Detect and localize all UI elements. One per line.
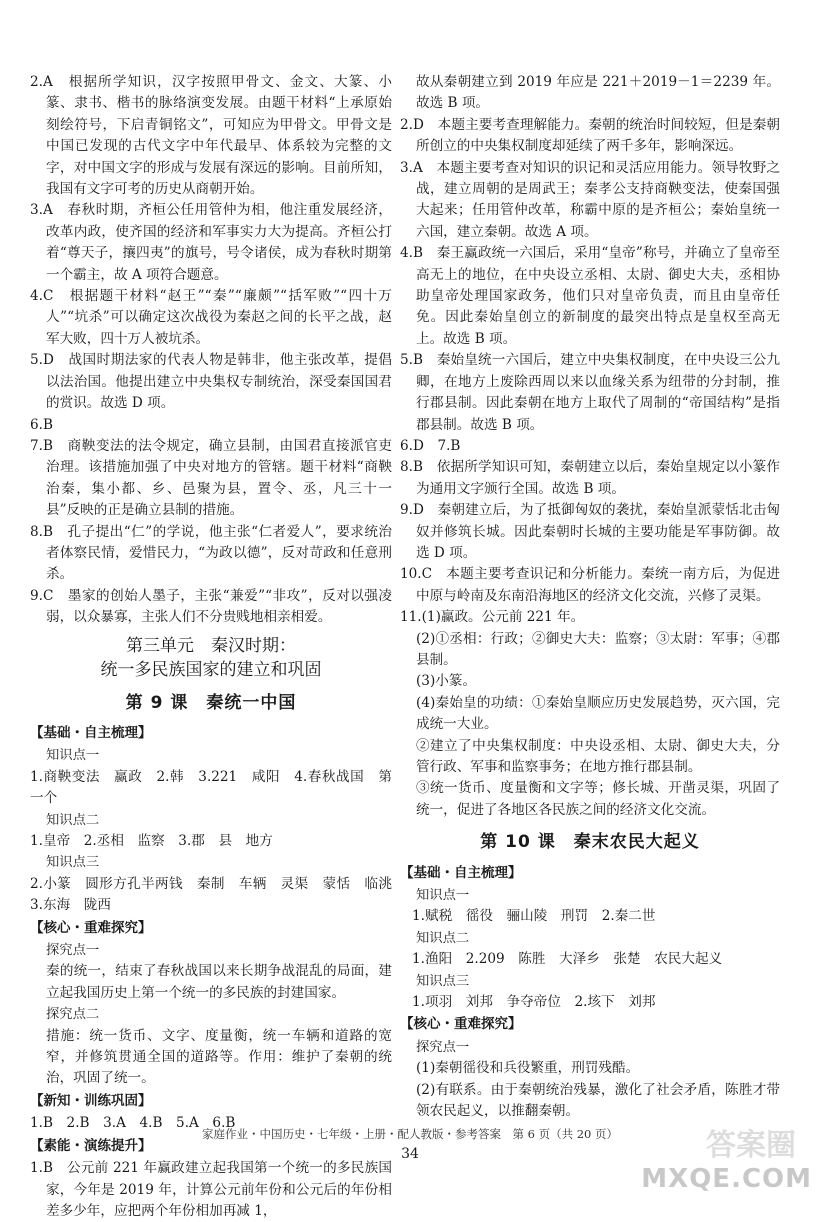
explore-point-1-b-text-a: (1)秦朝徭役和兵役繁重，刑罚残酷。 (416, 1060, 640, 1077)
answer-8: 8.B 孔子提出“仁”的学说，他主张“仁者爱人”，要求统治者体察民情，爱惜民力，“为政以德”，反对苛政和任意刑杀。 (30, 523, 392, 583)
explore-point-1: 探究点一 (46, 943, 100, 959)
knowledge-point-2-b: 知识点二 (416, 930, 470, 946)
improve-answer-11-part3: (3)小篆。 (416, 673, 477, 690)
unit-title (30, 634, 392, 682)
explore-point-1-text: 秦的统一，结束了春秋战国以来长期争战混乱的局面，建立起我国历史上第一个统一的多民族的封建国家。 (46, 963, 392, 1001)
watermark-logo: 答案圈 (706, 1128, 796, 1163)
section-basics-2: 【基础・自主梳理】 (400, 864, 522, 881)
watermark-url: MXQE.COM (641, 1164, 812, 1194)
explore-point-1-b-text-b: (2)有联系。由于秦朝统治残暴，激化了社会矛盾，陈胜才带领农民起义，以推翻秦朝。 (416, 1081, 780, 1120)
knowledge-point-2: 知识点二 (46, 812, 100, 828)
improve-answer-10: 10.C 本题主要考查识记和分析能力。秦统一南方后，为促进中原与岭南及东南沿海地区的经济文化交流，兴修了灵渠。 (400, 566, 780, 604)
lesson-9-title: 第 9 课 秦统一中国 (125, 692, 297, 713)
answer-7: 7.B 商鞅变法的法令规定，确立县制，由国君直接派官吏治理。该措施加强了中央对地方的管辖。题干材料“商鞅治秦，集小都、乡、邑聚为县，置令、丞，凡三十一县”反映的正是确立县制的措施。 (30, 437, 392, 519)
section-core-2: 【核心・重难探究】 (400, 1016, 522, 1033)
improve-answer-11-part4a: (4)秦始皇的功绩：①秦始皇顺应历史发展趋势，灭六国，完成统一大业。 (416, 694, 780, 733)
knowledge-point-3-b: 知识点三 (416, 973, 470, 989)
knowledge-point-1-text: 1.商鞅变法 赢政 2.韩 3.221 咸阳 4.春秋战国 第一个 (30, 768, 392, 807)
improve-answer-8: 8.B 依据所学知识可知，秦朝建立以后，秦始皇规定以小篆作为通用文字颁行全国。故选 B 项。 (400, 459, 780, 497)
knowledge-point-2-text: 1.皇帝 2.丞相 监察 3.郡 县 地方 (30, 833, 273, 849)
improve-answer-1: 1.B 公元前 221 年赢政建立起我国第一个统一的多民族国家，今年是 2019 年，计算公元前年份和公元后的年份相差多少年，应把两个年份相加再减 1， (30, 1160, 392, 1219)
explore-point-1-b: 探究点一 (416, 1039, 470, 1055)
improve-answer-3: 3.A 本题主要考查对知识的识记和灵活应用能力。领导牧野之战，建立周朝的是周武王；秦孝公支持商鞅变法，使秦国强大起来；任用管仲改革，称霸中原的是齐桓公；秦始皇统一六国，建立秦朝。故选 A 项。 (400, 159, 780, 240)
answer-9: 9.C 墨家的创始人墨子，主张“兼爱”“非攻”，反对以强凌弱，以众暴寡，主张人们不分贵贱地相亲相爱。 (30, 587, 392, 626)
knowledge-point-3: 知识点三 (46, 855, 100, 871)
right-column (400, 72, 780, 1123)
page-footer: 家庭作业・中国历史・七年级・上册・配人教版・参考答案 第 6 页（共 20 页） (201, 1127, 619, 1141)
section-improve: 【素能・演练提升】 (30, 1137, 152, 1154)
improve-answer-9: 9.D 秦朝建立后，为了抵御匈奴的袭扰，秦始皇派蒙恬北击匈奴并修筑长城。因此秦朝时长城的主要功能是军事防御。故选 D 项。 (400, 502, 780, 561)
page-number: 34 (401, 1146, 419, 1162)
answer-5: 5.D 战国时期法家的代表人物是韩非，他主张改革，提倡以法治国。他提出建立中央集权专制统治，深受秦国国君的赏识。故选 D 项。 (30, 352, 392, 412)
drill-answers: 1.B 2.B 3.A 4.B 5.A 6.B (30, 1115, 236, 1132)
section-core: 【核心・重难探究】 (30, 919, 152, 936)
improve-answer-11-part4b: ②建立了中央集权制度：中央设丞相、太尉、御史大夫，分管行政、军事和监察事务；在地方推行郡县制。 (416, 737, 780, 775)
section-drill: 【新知・训练巩固】 (30, 1092, 152, 1109)
improve-answer-1-continued: 故从秦朝建立到 2019 年应是 221＋2019－1＝2239 年。故选 B 项。 (416, 74, 780, 112)
improve-answer-11-part2: (2)①丞相：行政；②御史大夫：监察；③太尉：军事；④郡县制。 (416, 630, 780, 668)
knowledge-point-3-b-text: 1.项羽 刘邦 争夺帝位 2.垓下 刘邦 (412, 994, 656, 1011)
answer-6: 6.B (30, 416, 53, 433)
explore-point-2-text: 措施：统一货币、文字、度量衡，统一车辆和道路的宽窄，并修筑贯通全国的道路等。作用：维护了秦朝的统治，巩固了统一。 (46, 1027, 392, 1087)
knowledge-point-1-b-text: 1.赋税 徭役 骊山陵 刑罚 2.秦二世 (412, 908, 656, 925)
answer-4: 4.C 根据题干材料“赵王”“秦”“廉颇”“括军败”“四十万人”“坑杀”可以确定这次战役为秦赵之间的长平之战，赵军大败，四十万人被坑杀。 (30, 288, 392, 347)
unit-title-line1: 第三单元 秦汉时期： (126, 635, 296, 656)
knowledge-point-2-b-text: 1.渔阳 2.209 陈胜 大泽乡 张楚 农民大起义 (412, 951, 723, 968)
section-basics: 【基础・自主梳理】 (30, 724, 152, 741)
answer-3: 3.A 春秋时期，齐桓公任用管仲为相，他注重发展经济，改革内政，使齐国的经济和军事实力大为提高。齐桓公打着“尊天子，攘四夷”的旗号，号令诸侯，成为春秋时期第一个霸主，故 A 项符合题意。 (30, 202, 392, 283)
improve-answer-2: 2.D 本题主要考查理解能力。秦朝的统治时间较短，但是秦朝所创立的中央集权制度却延续了两千多年，影响深远。 (400, 116, 780, 155)
improve-answer-11-part4c: ③统一货币、度量衡和文字等；修长城、开凿灵渠，巩固了统一，促进了各地区各民族之间的经济文化交流。 (416, 780, 780, 818)
lesson-10-title: 第 10 课 秦末农民大起义 (480, 832, 700, 853)
improve-answer-11: 11.(1)赢政。公元前 221 年。 (400, 609, 585, 626)
left-column (30, 72, 406, 1222)
knowledge-point-1-b: 知识点一 (416, 888, 470, 904)
unit-title-line2: 统一多民族国家的建立和巩固 (100, 659, 322, 680)
knowledge-point-3-text: 2.小篆 圆形方孔半两钱 秦制 车辆 灵渠 蒙恬 临洮 3.东海 陇西 (30, 875, 406, 914)
improve-answer-6-7: 6.D 7.B (400, 437, 461, 454)
improve-answer-4: 4.B 秦王赢政统一六国后，采用“皇帝”称号，并确立了皇帝至高无上的地位，在中央设立丞相、太尉、御史大夫，丞相协助皇帝处理国家政务，他们只对皇帝负责，而且由皇帝任免。因此秦始皇创立的新制度的最突出特点是皇权至高无上。故选 B 项。 (400, 245, 780, 347)
explore-point-2: 探究点二 (46, 1007, 100, 1023)
answer-2: 2.A 根据所学知识，汉字按照甲骨文、金文、大篆、小篆、隶书、楷书的脉络演变发展。由题干材料“上承原始刻绘符号，下启青铜铭文”，可知应为甲骨文。甲骨文是中国已发现的古代文字中年代最早、体系较为完整的文字，对中国文字的形成与发展有深远的影响。目前所知，我国有文字可考的历史从商朝开始。 (30, 74, 392, 198)
improve-answer-5: 5.B 秦始皇统一六国后，建立中央集权制度，在中央设三公九卿，在地方上废除西周以来以血缘关系为纽带的分封制，推行郡县制。因此秦朝在地方上取代了周制的“帝国结构”是指郡县制。故选 B 项。 (400, 352, 780, 433)
knowledge-point-1: 知识点一 (46, 748, 100, 764)
